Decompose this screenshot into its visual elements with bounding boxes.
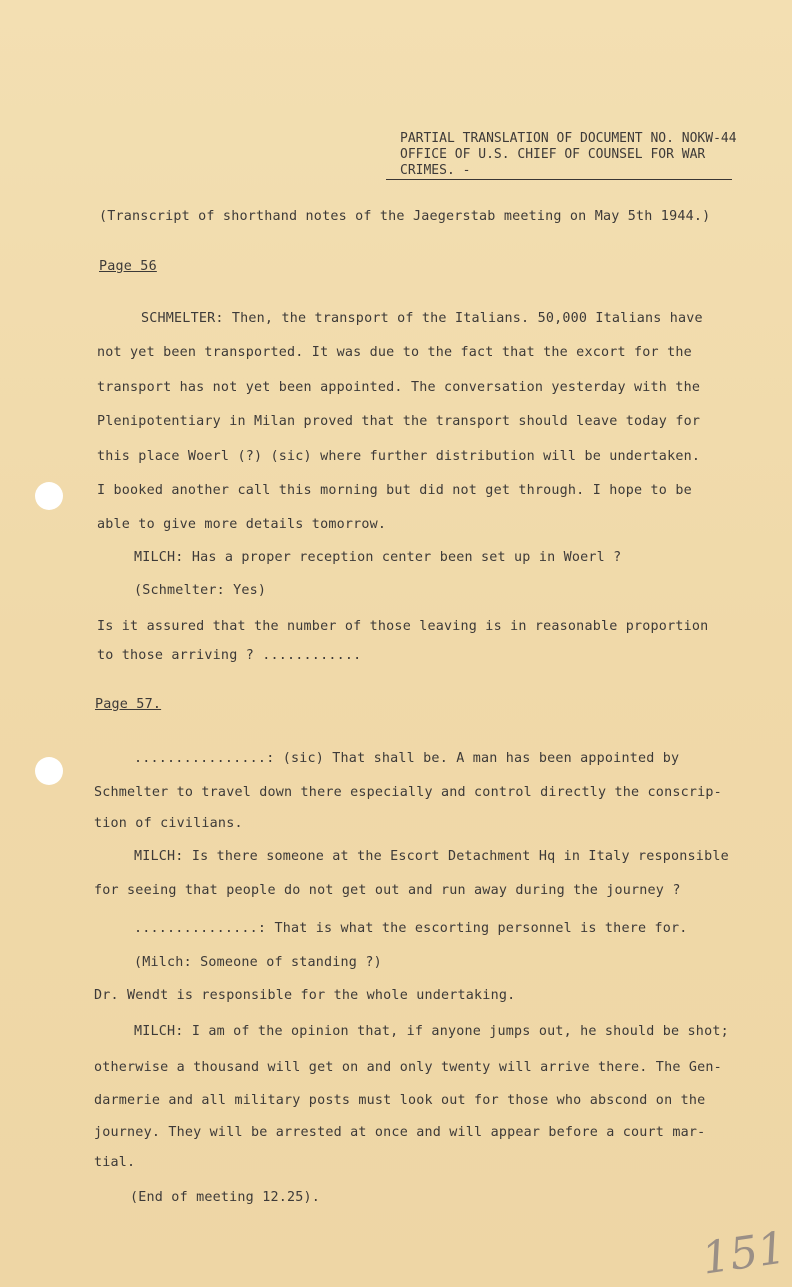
body-line: to those arriving ? ............ — [97, 648, 362, 663]
body-line: (Schmelter: Yes) — [134, 583, 267, 598]
header-rule — [386, 179, 732, 180]
body-line: able to give more details tomorrow. — [97, 517, 387, 532]
punch-hole-bottom — [35, 757, 63, 785]
page-heading-56: Page 56 — [99, 259, 157, 274]
body-line: MILCH: Has a proper reception center been set up in Woerl ? — [134, 550, 622, 565]
body-line: otherwise a thousand will get on and only twenty will arrive there. The Gen- — [94, 1060, 722, 1075]
body-line: Schmelter to travel down there especially and control directly the conscrip- — [94, 785, 722, 800]
handwritten-page-number: 151 — [698, 1222, 790, 1285]
body-line: tion of civilians. — [94, 816, 243, 831]
body-line: MILCH: Is there someone at the Escort Detachment Hq in Italy responsible — [134, 849, 729, 864]
body-line: I booked another call this morning but did not get through. I hope to be — [97, 483, 692, 498]
body-line: Dr. Wendt is responsible for the whole undertaking. — [94, 988, 516, 1003]
header-line-3: CRIMES. - — [400, 163, 471, 178]
body-line: ................: (sic) That shall be. A man has been appointed by — [134, 751, 680, 766]
body-line: Is it assured that the number of those leaving is in reasonable proportion — [97, 619, 709, 634]
body-line: SCHMELTER: Then, the transport of the Italians. 50,000 Italians have — [141, 311, 703, 326]
punch-hole-top — [35, 482, 63, 510]
page-heading-57: Page 57. — [95, 697, 162, 712]
body-line: darmerie and all military posts must look out for those who abscond on the — [94, 1093, 706, 1108]
body-line: ...............: That is what the escorting personnel is there for. — [134, 921, 688, 936]
body-line: not yet been transported. It was due to the fact that the excort for the — [97, 345, 692, 360]
transcript-caption: (Transcript of shorthand notes of the Jaegerstab meeting on May 5th 1944.) — [99, 209, 711, 224]
body-line: MILCH: I am of the opinion that, if anyone jumps out, he should be shot; — [134, 1024, 729, 1039]
body-line: tial. — [94, 1155, 136, 1170]
header-line-1: PARTIAL TRANSLATION OF DOCUMENT NO. NOKW-44 — [400, 131, 737, 146]
body-line: for seeing that people do not get out and run away during the journey ? — [94, 883, 681, 898]
body-line: journey. They will be arrested at once and will appear before a court mar- — [94, 1125, 706, 1140]
body-line: (End of meeting 12.25). — [130, 1190, 321, 1205]
body-line: (Milch: Someone of standing ?) — [134, 955, 382, 970]
body-line: Plenipotentiary in Milan proved that the transport should leave today for — [97, 414, 701, 429]
body-line: this place Woerl (?) (sic) where further distribution will be undertaken. — [97, 449, 701, 464]
header-line-2: OFFICE OF U.S. CHIEF OF COUNSEL FOR WAR — [400, 147, 706, 162]
body-line: transport has not yet been appointed. The conversation yesterday with the — [97, 380, 701, 395]
